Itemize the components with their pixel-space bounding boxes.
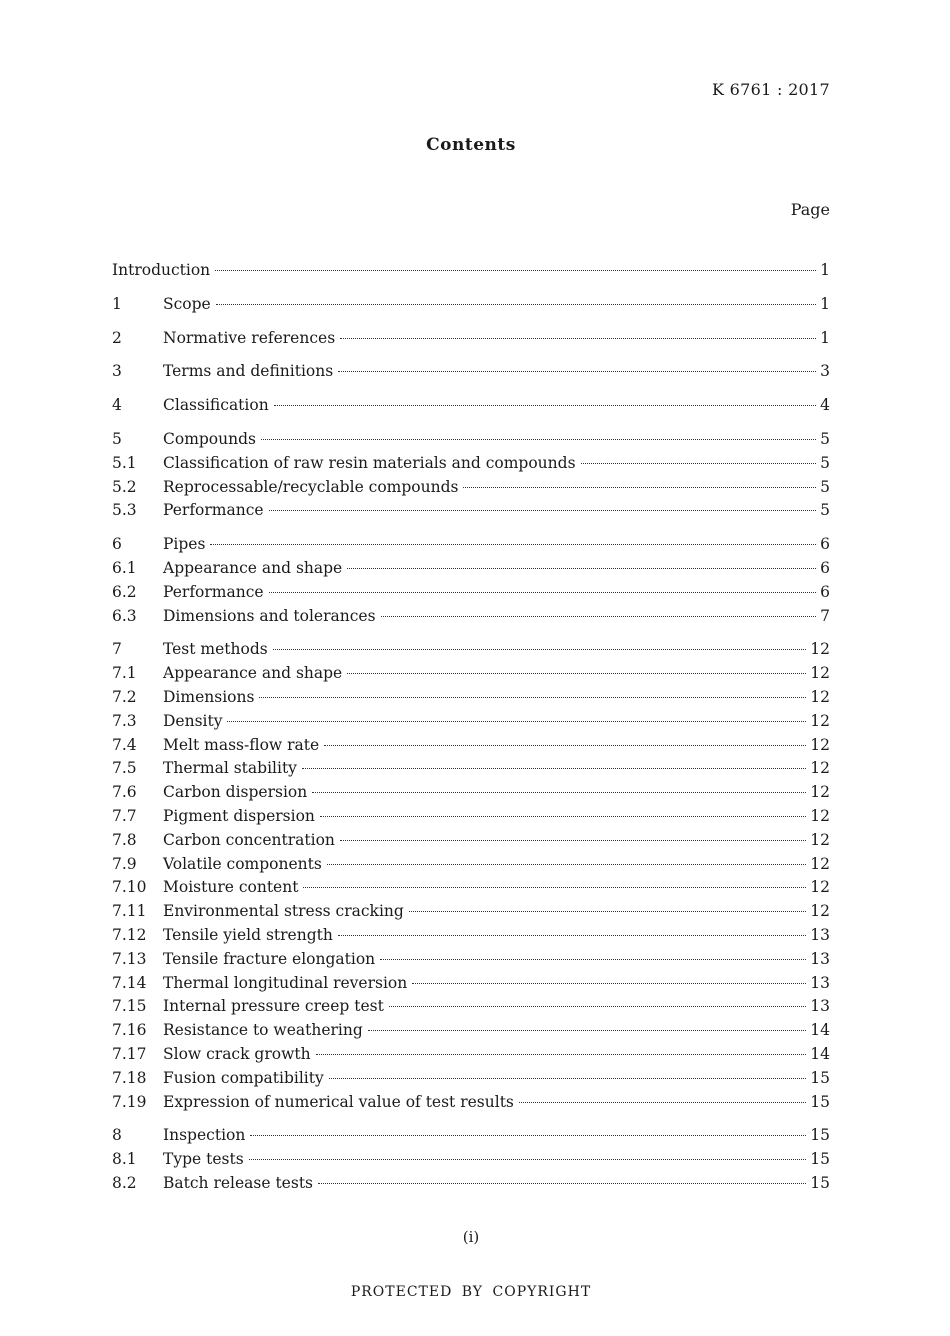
toc-entry-title: Appearance and shape bbox=[163, 558, 343, 577]
toc-entry-title: Compounds bbox=[163, 429, 256, 448]
copyright-notice: PROTECTED BY COPYRIGHT bbox=[350, 1284, 592, 1300]
toc-entry-number: 7.15 bbox=[112, 997, 147, 1016]
toc-dot-leader bbox=[412, 983, 806, 984]
toc-dot-leader bbox=[409, 911, 806, 912]
toc-entry-page: 12 bbox=[810, 878, 830, 897]
toc-dot-leader bbox=[273, 649, 807, 650]
toc-entry-number: 7.7 bbox=[112, 806, 137, 825]
toc-entry-title: Reprocessable/recyclable compounds bbox=[163, 477, 459, 496]
toc-entry-page: 12 bbox=[810, 687, 830, 706]
toc-entry-page: 5 bbox=[820, 429, 830, 448]
toc-dot-leader bbox=[312, 792, 806, 793]
toc-entry-number: 8.2 bbox=[112, 1173, 137, 1192]
toc-entry[interactable] bbox=[112, 807, 830, 831]
toc-entry[interactable] bbox=[112, 855, 830, 879]
toc-dot-leader bbox=[318, 1183, 806, 1184]
toc-entry-title: Pipes bbox=[163, 535, 206, 554]
toc-entry-page: 12 bbox=[810, 759, 830, 778]
toc-entry[interactable] bbox=[112, 1069, 830, 1093]
toc-dot-leader bbox=[324, 745, 806, 746]
toc-entry-number: 7.5 bbox=[112, 759, 137, 778]
toc-entry[interactable] bbox=[112, 583, 830, 607]
toc-entry-number: 7.8 bbox=[112, 830, 137, 849]
toc-entry-title: Resistance to weathering bbox=[163, 1021, 363, 1040]
toc-entry-title: Inspection bbox=[163, 1126, 246, 1145]
toc-group bbox=[112, 430, 830, 525]
toc-entry-title: Thermal stability bbox=[163, 759, 297, 778]
toc-entry[interactable] bbox=[112, 1045, 830, 1069]
toc-entry-page: 14 bbox=[810, 1044, 830, 1063]
toc-entry-number: 7.9 bbox=[112, 854, 137, 873]
toc-entry[interactable] bbox=[112, 926, 830, 950]
toc-entry-number: 5.2 bbox=[112, 477, 137, 496]
toc-entry-title: Internal pressure creep test bbox=[163, 997, 384, 1016]
toc-entry-number: 7.13 bbox=[112, 949, 147, 968]
toc-entry-title: Classification bbox=[163, 396, 269, 415]
toc-entry-title: Expression of numerical value of test results bbox=[163, 1092, 514, 1111]
toc-entry-title: Melt mass-flow rate bbox=[163, 735, 320, 754]
toc-entry[interactable] bbox=[112, 783, 830, 807]
toc-entry-page: 15 bbox=[810, 1150, 830, 1169]
toc-entry-title: Slow crack growth bbox=[163, 1044, 311, 1063]
toc-entry-page: 13 bbox=[810, 925, 830, 944]
toc-entry-title: Type tests bbox=[163, 1150, 244, 1169]
toc-entry[interactable] bbox=[112, 831, 830, 855]
toc-entry-number: 6.3 bbox=[112, 606, 137, 625]
toc-entry[interactable] bbox=[112, 430, 830, 454]
toc-entry-title: Classification of raw resin materials and compounds bbox=[163, 453, 576, 472]
toc-entry-number: 7.17 bbox=[112, 1044, 147, 1063]
toc-entry-title: Terms and definitions bbox=[163, 362, 334, 381]
toc-entry[interactable] bbox=[112, 1093, 830, 1117]
toc-entry-page: 12 bbox=[810, 735, 830, 754]
toc-dot-leader bbox=[269, 592, 817, 593]
toc-dot-leader bbox=[210, 544, 816, 545]
toc-dot-leader bbox=[320, 816, 806, 817]
toc-entry-number: 7.2 bbox=[112, 687, 137, 706]
toc-entry-number: 7.19 bbox=[112, 1092, 147, 1111]
toc-entry[interactable] bbox=[112, 664, 830, 688]
toc-dot-leader bbox=[259, 697, 806, 698]
toc-dot-leader bbox=[261, 439, 816, 440]
toc-entry[interactable] bbox=[112, 688, 830, 712]
toc-entry-title: Introduction bbox=[112, 261, 211, 279]
toc-entry-page: 12 bbox=[810, 830, 830, 849]
toc-dot-leader bbox=[581, 463, 817, 464]
toc-entry[interactable] bbox=[112, 535, 830, 559]
toc-entry-page: 3 bbox=[820, 362, 830, 381]
toc-entry-title: Environmental stress cracking bbox=[163, 902, 404, 921]
toc-entry-page: 1 bbox=[820, 328, 830, 347]
toc-entry-page: 5 bbox=[820, 477, 830, 496]
toc-dot-leader bbox=[269, 510, 817, 511]
toc-entry-number: 7.10 bbox=[112, 878, 147, 897]
standard-number: K 6761 : 2017 bbox=[712, 80, 830, 99]
toc-dot-leader bbox=[215, 270, 816, 271]
toc-entry[interactable] bbox=[112, 902, 830, 926]
toc-dot-leader bbox=[227, 721, 806, 722]
toc-dot-leader bbox=[380, 959, 806, 960]
toc-entry[interactable] bbox=[112, 329, 830, 353]
toc-entry-number: 7.16 bbox=[112, 1021, 147, 1040]
toc-entry-title: Appearance and shape bbox=[163, 664, 343, 683]
toc-entry-page: 6 bbox=[820, 558, 830, 577]
toc-entry-page: 13 bbox=[810, 973, 830, 992]
toc-entry-number: 7.12 bbox=[112, 925, 147, 944]
toc-entry-title: Test methods bbox=[163, 640, 268, 659]
toc-dot-leader bbox=[216, 304, 816, 305]
toc-entry[interactable] bbox=[112, 1126, 830, 1150]
toc-entry-title: Normative references bbox=[163, 328, 336, 347]
toc-entry-number: 7.11 bbox=[112, 902, 147, 921]
toc-entry-number: 7.18 bbox=[112, 1068, 147, 1087]
toc-dot-leader bbox=[389, 1006, 806, 1007]
toc-entry[interactable] bbox=[112, 997, 830, 1021]
page-column-label: Page bbox=[790, 200, 830, 219]
toc-entry-title: Batch release tests bbox=[163, 1173, 313, 1192]
toc-entry-page: 14 bbox=[810, 1021, 830, 1040]
toc-dot-leader bbox=[303, 887, 806, 888]
toc-dot-leader bbox=[316, 1054, 807, 1055]
page-number: (i) bbox=[462, 1228, 480, 1246]
toc-entry-page: 7 bbox=[820, 606, 830, 625]
toc-entry[interactable] bbox=[112, 607, 830, 631]
toc-entry-number: 5.1 bbox=[112, 453, 137, 472]
toc-dot-leader bbox=[463, 487, 816, 488]
toc-group bbox=[112, 535, 830, 630]
toc-dot-leader bbox=[249, 1159, 807, 1160]
toc-dot-leader bbox=[340, 338, 816, 339]
toc-entry-page: 12 bbox=[810, 854, 830, 873]
toc-entry-title: Pigment dispersion bbox=[163, 806, 315, 825]
toc-entry-number: 8.1 bbox=[112, 1150, 137, 1169]
toc-entry-title: Volatile components bbox=[163, 854, 322, 873]
toc-entry-number: 3 bbox=[112, 362, 122, 381]
toc-entry-title: Carbon concentration bbox=[163, 830, 335, 849]
toc-dot-leader bbox=[381, 616, 817, 617]
toc-entry[interactable] bbox=[112, 974, 830, 998]
toc-entry-number: 7.6 bbox=[112, 783, 137, 802]
toc-entry[interactable] bbox=[112, 878, 830, 902]
toc-entry-number: 4 bbox=[112, 396, 122, 415]
toc-group bbox=[112, 329, 830, 353]
toc-entry[interactable] bbox=[112, 501, 830, 525]
page-title: Contents bbox=[426, 135, 516, 155]
toc-entry-page: 12 bbox=[810, 783, 830, 802]
toc-dot-leader bbox=[327, 864, 806, 865]
toc-entry-number: 2 bbox=[112, 328, 122, 347]
toc-entry[interactable] bbox=[112, 396, 830, 420]
toc-entry[interactable] bbox=[112, 759, 830, 783]
toc-entry-page: 15 bbox=[810, 1092, 830, 1111]
toc-entry-page: 12 bbox=[810, 711, 830, 730]
toc-entry[interactable] bbox=[112, 640, 830, 664]
toc-entry-title: Performance bbox=[163, 582, 264, 601]
toc-group bbox=[112, 396, 830, 420]
toc-entry[interactable] bbox=[112, 712, 830, 736]
toc-entry-page: 1 bbox=[820, 294, 830, 313]
toc-entry[interactable] bbox=[112, 559, 830, 583]
toc-entry[interactable] bbox=[112, 736, 830, 760]
toc-entry[interactable] bbox=[112, 950, 830, 974]
toc-entry-page: 12 bbox=[810, 640, 830, 659]
toc-entry-number: 7.3 bbox=[112, 711, 137, 730]
toc-entry-page: 12 bbox=[810, 902, 830, 921]
toc-entry[interactable] bbox=[112, 362, 830, 386]
toc-entry[interactable] bbox=[112, 1174, 830, 1198]
toc-group bbox=[112, 1126, 830, 1197]
toc-entry-title: Thermal longitudinal reversion bbox=[163, 973, 408, 992]
toc-group bbox=[112, 640, 830, 1116]
table-of-contents bbox=[112, 261, 830, 1208]
toc-entry[interactable] bbox=[112, 454, 830, 478]
toc-entry-title: Density bbox=[163, 711, 223, 730]
toc-entry[interactable] bbox=[112, 1021, 830, 1045]
toc-entry-page: 5 bbox=[820, 501, 830, 520]
toc-entry[interactable] bbox=[112, 261, 830, 285]
toc-dot-leader bbox=[338, 371, 816, 372]
toc-entry-page: 5 bbox=[820, 453, 830, 472]
toc-entry-page: 13 bbox=[810, 949, 830, 968]
toc-group bbox=[112, 362, 830, 386]
toc-dot-leader bbox=[274, 405, 816, 406]
toc-group bbox=[112, 261, 830, 285]
toc-group bbox=[112, 295, 830, 319]
toc-entry-page: 1 bbox=[820, 261, 830, 279]
toc-entry-title: Performance bbox=[163, 501, 264, 520]
toc-dot-leader bbox=[338, 935, 806, 936]
toc-entry-page: 4 bbox=[820, 396, 830, 415]
toc-entry-title: Moisture content bbox=[163, 878, 299, 897]
toc-entry-title: Tensile fracture elongation bbox=[163, 949, 376, 968]
toc-entry-number: 7.1 bbox=[112, 664, 137, 683]
toc-entry[interactable] bbox=[112, 1150, 830, 1174]
toc-entry-title: Scope bbox=[163, 294, 211, 313]
toc-dot-leader bbox=[368, 1030, 806, 1031]
toc-dot-leader bbox=[329, 1078, 807, 1079]
toc-entry-page: 6 bbox=[820, 535, 830, 554]
toc-entry-page: 15 bbox=[810, 1173, 830, 1192]
toc-entry-page: 13 bbox=[810, 997, 830, 1016]
toc-entry-title: Carbon dispersion bbox=[163, 783, 308, 802]
toc-entry-page: 6 bbox=[820, 582, 830, 601]
toc-entry-title: Dimensions and tolerances bbox=[163, 606, 376, 625]
toc-dot-leader bbox=[340, 840, 806, 841]
toc-entry-number: 7 bbox=[112, 640, 122, 659]
toc-entry-number: 7.4 bbox=[112, 735, 137, 754]
toc-dot-leader bbox=[347, 568, 816, 569]
toc-entry-number: 5 bbox=[112, 429, 122, 448]
toc-entry-number: 8 bbox=[112, 1126, 122, 1145]
toc-entry-number: 7.14 bbox=[112, 973, 147, 992]
toc-dot-leader bbox=[519, 1102, 806, 1103]
toc-entry-number: 1 bbox=[112, 294, 122, 313]
toc-entry-page: 15 bbox=[810, 1126, 830, 1145]
toc-entry-title: Tensile yield strength bbox=[163, 925, 333, 944]
toc-entry-number: 6.2 bbox=[112, 582, 137, 601]
toc-dot-leader bbox=[250, 1135, 806, 1136]
toc-entry-title: Dimensions bbox=[163, 687, 255, 706]
toc-dot-leader bbox=[347, 673, 806, 674]
toc-entry-number: 6 bbox=[112, 535, 122, 554]
toc-entry[interactable] bbox=[112, 478, 830, 502]
toc-dot-leader bbox=[302, 768, 806, 769]
toc-entry[interactable] bbox=[112, 295, 830, 319]
toc-entry-page: 12 bbox=[810, 664, 830, 683]
toc-entry-title: Fusion compatibility bbox=[163, 1068, 324, 1087]
toc-entry-number: 6.1 bbox=[112, 558, 137, 577]
toc-entry-number: 5.3 bbox=[112, 501, 137, 520]
toc-entry-page: 15 bbox=[810, 1068, 830, 1087]
toc-entry-page: 12 bbox=[810, 806, 830, 825]
